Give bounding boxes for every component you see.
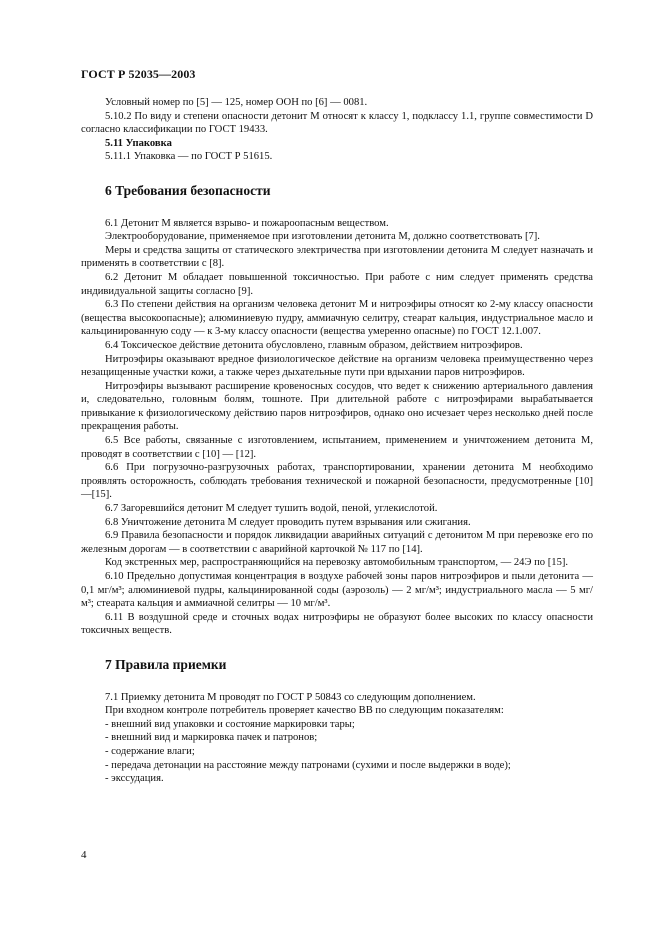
paragraph: Меры и средства защиты от статического электричества при изготовлении детонита М следует назначать и применять в соответствии с [8]. — [81, 244, 593, 270]
paragraph: 6.9 Правила безопасности и порядок ликвидации аварийных ситуаций с детонитом М при перевозке его по железным дорогам — в соответствии с аварийной карточкой № 117 по [14]. — [81, 530, 593, 555]
list-item: - эксcудация. — [105, 773, 164, 785]
paragraph: Код экстренных мер, распространяющийся на перевозку автомобильным транспортом, — 24Э по [15]. — [105, 557, 569, 569]
paragraph: 6.7 Загоревшийся детонит М следует тушить водой, пеной, углекислотой. — [105, 503, 438, 515]
paragraph: 6.8 Уничтожение детонита М следует проводить путем взрывания или сжигания. — [105, 516, 471, 528]
paragraph: Нитроэфиры оказывают вредное физиологическое действие на организм человека преимущественно через незащищенные участки кожи, а также через дыхательные пути при вдыхании паров нитроэфиров. — [81, 353, 593, 379]
section-title: 6 Требования безопасности — [105, 182, 271, 198]
list-item: - содержание влаги; — [105, 745, 195, 757]
section-title: 7 Правила приемки — [105, 656, 227, 672]
paragraph: 6.11 В воздушной среде и сточных водах нитроэфиры не образуют более высоких по классу опасности токсичных веществ. — [81, 611, 593, 637]
list-item: - передача детонации на расстояние между патронами (сухими и после выдержки в воде); — [105, 759, 511, 771]
paragraph: Электрооборудование, применяемое при изготовлении детонита М, должно соответствовать [7]. — [105, 231, 540, 243]
paragraph: Условный номер по [5] — 125, номер ООН по [6] — 0081. — [105, 97, 368, 108]
paragraph: 6.6 При погрузочно-разгрузочных работах, транспортировании, хранении детонита М необходимо проявлять осторожность, соблюдать требования технической и пожарной безопасности, предусмотренные [10] —[15]. — [81, 462, 593, 501]
paragraph: Нитроэфиры вызывают расширение кровеносных сосудов, что ведет к снижению артериального давления и, следовательно, головным болям, тошноте. При длительной работе с нитроэфирами вырабатывается привыкание к физиологическому действию паров нитроэфиров, однако оно исчезает через несколько дней после прекращения работы. — [81, 380, 593, 433]
inspection-list — [81, 718, 593, 786]
paragraph: 5.11.1 Упаковка — по ГОСТ Р 51615. — [105, 151, 273, 163]
paragraph: 5.10.2 По виду и степени опасности детонит М относят к классу 1, подклассу 1.1, группе совместимости D согласно классификации по ГОСТ 19433. — [81, 110, 593, 136]
page-header: ГОСТ Р 52035—2003 — [81, 67, 196, 81]
paragraph: 6.5 Все работы, связанные с изготовлением, испытанием, применением и уничтожением детонита М, проводят в соответствии с [10] — [12]. — [81, 435, 593, 460]
page-number: 4 — [81, 849, 87, 861]
subsection-title: 5.11 Упаковка — [105, 137, 172, 149]
paragraph: 7.1 Приемку детонита М проводят по ГОСТ Р 50843 со следующим дополнением. — [105, 691, 476, 703]
paragraph: 6.10 Предельно допустимая концентрация в воздухе рабочей зоны паров нитроэфиров и пыли детонита — 0,1 мг/м³; алюминиевой пудры, кальцинированной соды (аэрозоль) — 2 мг/м³; индустриального масла — 5 мг/м³; стеарата кальция и аммиачной селитры — 10 мг/м³. — [81, 571, 593, 610]
paragraph: 6.2 Детонит М обладает повышенной токсичностью. При работе с ним следует применять средства индивидуальной защиты согласно [9]. — [81, 271, 593, 297]
list-item: - внешний вид и маркировка пачек и патронов; — [105, 732, 318, 744]
paragraph: 6.1 Детонит М является взрыво- и пожароопасным веществом. — [105, 217, 389, 229]
paragraph: 6.4 Токсическое действие детонита обусловлено, главным образом, действием нитроэфиров. — [105, 339, 523, 351]
paragraph: 6.3 По степени действия на организм человека детонит М и нитроэфиры относят ко 2-му классу опасности (вещества высокоопасные); алюминиевую пудру, аммиачную селитру, стеарат кальция, индустриальное масло и кальцинированную соду — к 3-му классу опасности (вещества умеренно опасные) по ГОСТ 12.1.007. — [81, 299, 593, 338]
list-item: - внешний вид упаковки и состояние маркировки тары; — [105, 718, 355, 730]
paragraph: При входном контроле потребитель проверяет качество ВВ по следующим показателям: — [105, 705, 504, 717]
document-body — [81, 96, 593, 786]
